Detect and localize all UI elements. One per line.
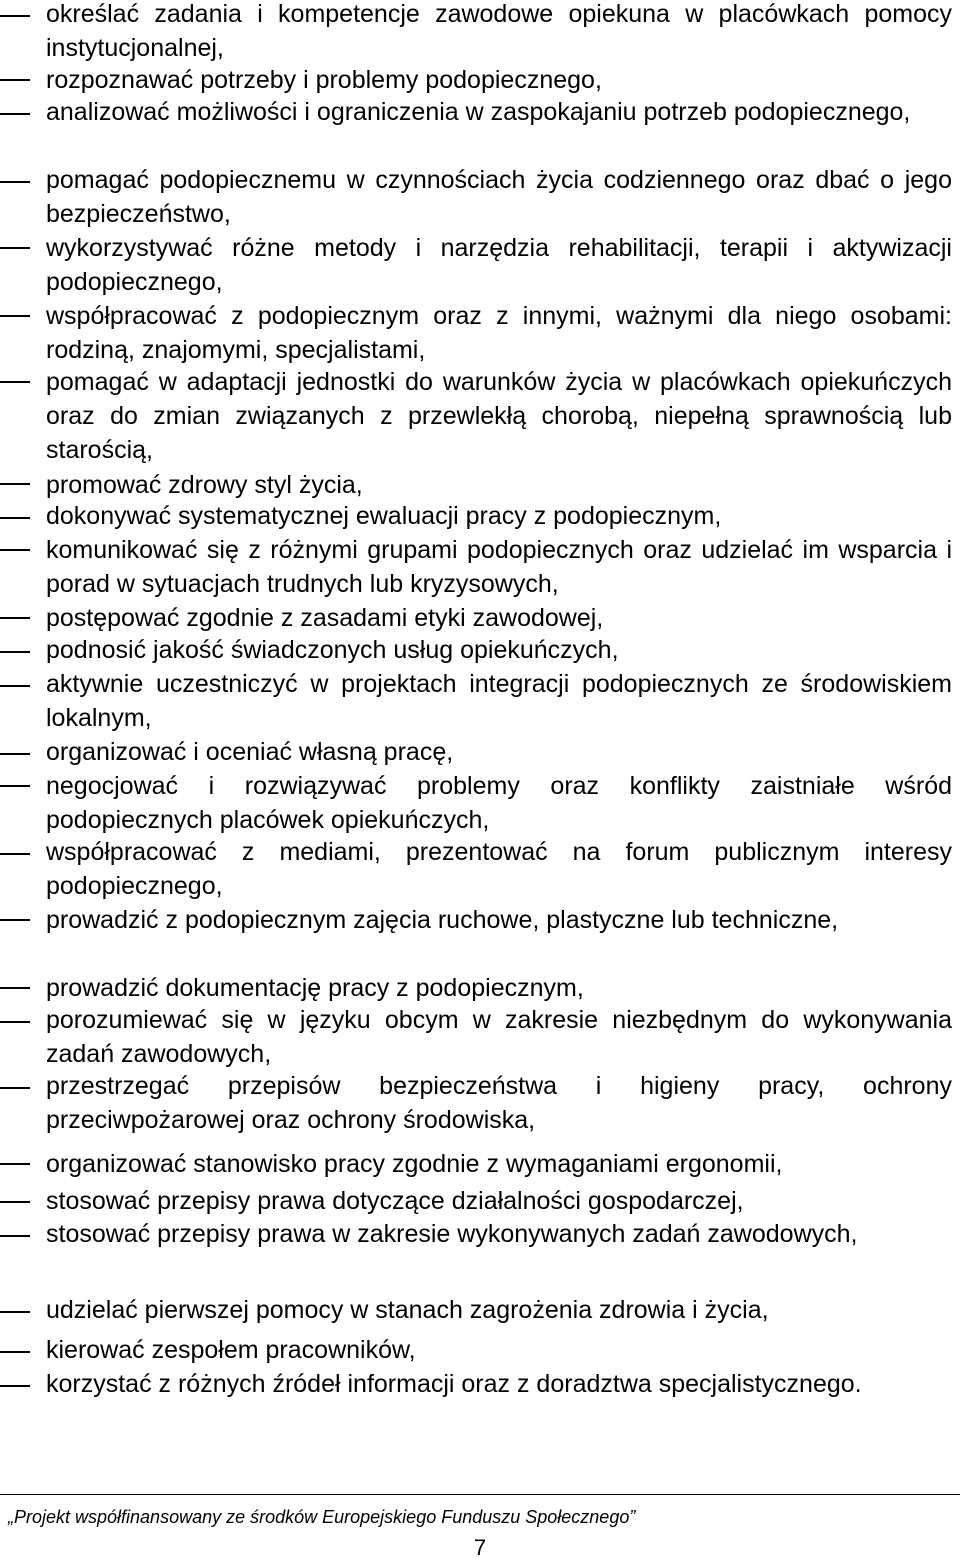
list-item-text: współpracować z podopiecznym oraz z innymi, ważnymi dla niego osobami: rodziną, znajomymi, specjalistami, [46, 302, 952, 364]
dash-bullet [0, 753, 30, 755]
list-item-text: komunikować się z różnymi grupami podopiecznych oraz udzielać im wsparcia i porad w sytuacjach trudnych lub kryzysowych, [46, 536, 952, 598]
list-item-text: prowadzić dokumentację pracy z podopiecznym, [46, 974, 584, 1002]
dash-bullet [0, 987, 30, 989]
dash-bullet [0, 181, 30, 183]
list-item-text: pomagać podopiecznemu w czynnościach życia codziennego oraz dbać o jego bezpieczeństwo, [46, 166, 952, 228]
footer-divider [0, 1494, 960, 1495]
dash-bullet [0, 617, 30, 619]
list-item-text: podnosić jakość świadczonych usług opiekuńczych, [46, 636, 619, 664]
dash-bullet [0, 1087, 30, 1089]
dash-bullet [0, 549, 30, 551]
list-item-text: porozumiewać się w języku obcym w zakresie niezbędnym do wykonywania zadań zawodowych, [46, 1006, 952, 1068]
list-item-text: postępować zgodnie z zasadami etyki zawodowej, [46, 604, 604, 632]
list-item-text: organizować i oceniać własną pracę, [46, 738, 454, 766]
list-item-text: korzystać z różnych źródeł informacji oraz z doradztwa specjalistycznego. [46, 1370, 862, 1398]
list-item-text: udzielać pierwszej pomocy w stanach zagrożenia zdrowia i życia, [46, 1296, 769, 1324]
dash-bullet [0, 1235, 30, 1237]
list-item-text: aktywnie uczestniczyć w projektach integracji podopiecznych ze środowiskiem lokalnym, [46, 670, 952, 732]
list-item-text: wykorzystywać różne metody i narzędzia rehabilitacji, terapii i aktywizacji podopiecznego, [46, 234, 952, 296]
list-item-text: dokonywać systematycznej ewaluacji pracy z podopiecznym, [46, 502, 722, 530]
dash-bullet [0, 517, 30, 519]
dash-bullet [0, 853, 30, 855]
list-item-text: organizować stanowisko pracy zgodnie z wymaganiami ergonomii, [46, 1150, 783, 1178]
list-item-text: promować zdrowy styl życia, [46, 471, 363, 499]
list-item-text: prowadzić z podopiecznym zajęcia ruchowe, plastyczne lub techniczne, [46, 906, 839, 934]
list-item-text: określać zadania i kompetencje zawodowe opiekuna w placówkach pomocy instytucjonalnej, [46, 0, 952, 62]
dash-bullet [0, 919, 30, 921]
dash-bullet [0, 1201, 30, 1203]
list-item-text: negocjować i rozwiązywać problemy oraz konflikty zaistniałe wśród podopiecznych placówek opiekuńczych, [46, 772, 952, 834]
dash-bullet [0, 113, 30, 115]
dash-bullet [0, 1311, 30, 1313]
list-item-text: stosować przepisy prawa w zakresie wykonywanych zadań zawodowych, [46, 1220, 858, 1248]
dash-bullet [0, 315, 30, 317]
dash-bullet [0, 79, 30, 81]
list-item-text: współpracować z mediami, prezentować na forum publicznym interesy podopiecznego, [46, 838, 952, 900]
list-item-text: stosować przepisy prawa dotyczące działalności gospodarczej, [46, 1187, 744, 1215]
dash-bullet [0, 1385, 30, 1387]
dash-bullet [0, 651, 30, 653]
dash-bullet [0, 1163, 30, 1165]
dash-bullet [0, 247, 30, 249]
list-item-text: przestrzegać przepisów bezpieczeństwa i higieny pracy, ochrony przeciwpożarowej oraz ochrony środowiska, [46, 1072, 952, 1134]
list-item-text: rozpoznawać potrzeby i problemy podopiecznego, [46, 66, 602, 94]
page-number: 7 [473, 1535, 487, 1560]
dash-bullet [0, 685, 30, 687]
dash-bullet [0, 381, 30, 383]
dash-bullet [0, 483, 30, 485]
dash-bullet [0, 785, 30, 787]
dash-bullet [0, 1021, 30, 1023]
footer-funding-note: „Projekt współfinansowany ze środków Europejskiego Funduszu Społecznego” [8, 1507, 636, 1527]
list-item-text: kierować zespołem pracowników, [46, 1336, 416, 1364]
dash-bullet [0, 15, 30, 17]
list-item-text: analizować możliwości i ograniczenia w zaspokajaniu potrzeb podopiecznego, [46, 98, 911, 126]
list-item-text: pomagać w adaptacji jednostki do warunków życia w placówkach opiekuńczych oraz do zmian związanych z przewlekłą chorobą, niepełną sprawnością lub starością, [46, 368, 952, 464]
dash-bullet [0, 1351, 30, 1353]
